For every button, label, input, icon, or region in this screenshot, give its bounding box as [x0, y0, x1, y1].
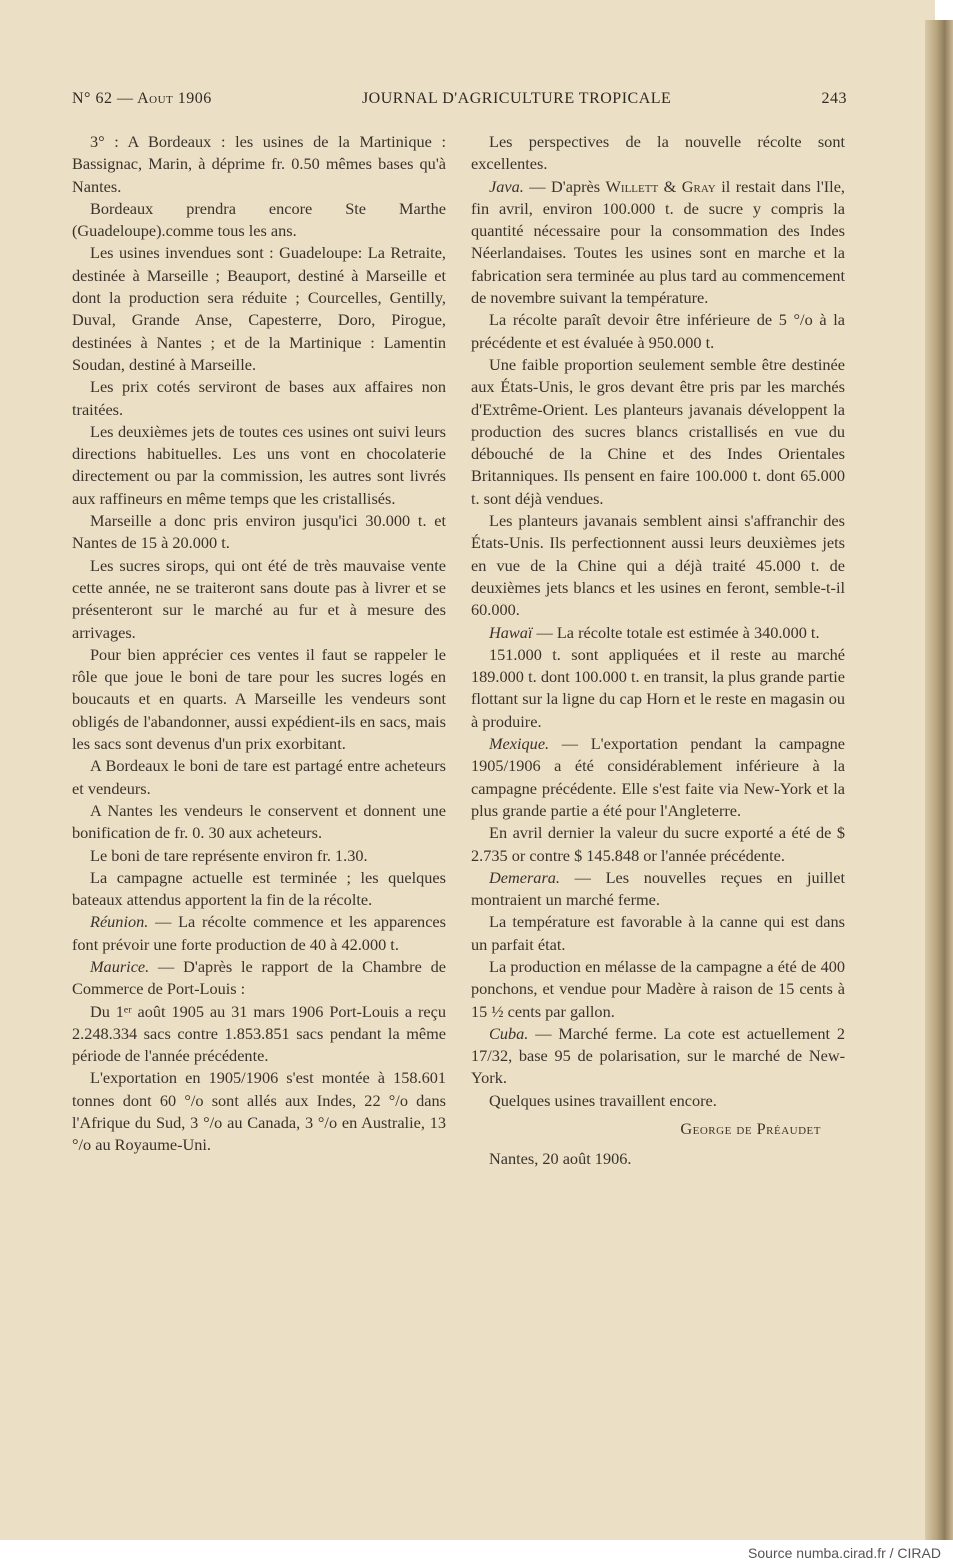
paragraph — [72, 1067, 446, 1156]
paragraph-text: La campagne actuelle est terminée ; les quelques bateaux attendus apportent la fin de la récolte. — [72, 867, 446, 910]
paragraph-text: 151.000 t. sont appliquées et il reste au marché 189.000 t. dont 100.000 t. en transit, la plus grande partie flottant sur la ligne du cap Horn et le reste en magasin ou à produire. — [471, 644, 845, 731]
section-lead: Demerara. — [489, 867, 560, 887]
paragraph — [72, 755, 446, 800]
paragraph-text: — La récolte commence et les apparences font prévoir une forte production de 40 à 42.000 t. — [72, 912, 446, 954]
signature: George de Préaudet — [680, 1119, 821, 1139]
paragraph-text: Marseille a donc pris environ jusqu'ici 30.000 t. et Nantes de 15 à 20.000 t. — [72, 511, 446, 553]
left-column — [72, 131, 446, 1157]
paragraph — [471, 176, 845, 310]
paragraph-text: A Nantes les vendeurs le conservent et donnent une bonification de fr. 0. 30 aux acheteurs. — [72, 800, 446, 843]
paragraph-text: L'exportation en 1905/1906 s'est montée à 158.601 tonnes dont 60 °/o sont allés aux Indes, 22 °/o dans l'Afrique du Sud, 3 °/o au Canada, 3 °/o en Australie, 13 °/o au Royaume-Uni. — [72, 1068, 446, 1155]
paragraph-text: Les usines invendues sont : Guadeloupe: La Retraite, destinée à Marseille ; Beauport, destiné à Marseille et dont la production sera réduite ; Courcelles, Gentilly, Duval, Grande Anse, Capesterre, Doro, Pirogue, destinées à Nantes ; et de la Martinique : Lamentin Soudan, destiné à Marseille. — [72, 243, 446, 374]
paragraph-text: il restait dans l'Ile, fin avril, environ 100.000 t. de sucre y compris la quantité nécessaire pour la consommation des Indes Néerlandaises. Toutes les usines sont en marche et la fabrication sera terminée au plus tard au commencement de novembre suivant la température. — [471, 176, 845, 308]
paragraph — [72, 800, 446, 845]
section-lead: Java. — [489, 176, 524, 196]
page-number: 243 — [821, 90, 847, 107]
paragraph-text: Les deuxièmes jets de toutes ces usines ont suivi leurs directions habituelles. Les uns vont en chocolaterie directement ou par la commission, les autres sont livrés aux raffineurs en même temps que les cristallisés. — [72, 421, 446, 508]
paragraph-text: Une faible proportion seulement semble être destinée aux États-Unis, le gros devant être pris par les marchés d'Extrême-Orient. Les planteurs javanais développent la production des sucres blancs cristallisés en vue du débouché de la Chine et des Indes Orientales Britanniques. Ils pensent en faire 100.000 t. dont 65.000 t. sont déjà vendues. — [471, 354, 845, 508]
paragraph — [471, 1090, 845, 1112]
paragraph-text: — D'après — [523, 176, 606, 196]
section-lead: Réunion. — [90, 912, 149, 932]
paragraph — [471, 644, 845, 733]
paragraph-text: A Bordeaux le boni de tare est partagé entre acheteurs et vendeurs. — [72, 756, 446, 798]
paragraph-text: — La récolte totale est estimée à 340.000 t. — [532, 622, 820, 642]
paragraph-text: Pour bien apprécier ces ventes il faut se rappeler le rôle que joue le boni de tare pour les sucres logés en boucauts et en quarts. A Marseille les vendeurs sont obligés de l'abandonner, aussi expédient-ils en sacs, mais les sacs sont devenus d'un prix exorbitant. — [72, 644, 446, 754]
paragraph-text: La récolte paraît devoir être inférieure de 5 °/o à la précédente et est évaluée à 950.000 t. — [471, 310, 845, 352]
paragraph — [72, 911, 446, 956]
paragraph-text: — Marché ferme. La cote est actuellement 2 17/32, base 95 de polarisation, sur le marché de New-York. — [471, 1023, 845, 1088]
paragraph-text: 3° : A Bordeaux : les usines de la Martinique : Bassignac, Marin, à déprime fr. 0.50 mêmes bases qu'à Nantes. — [72, 132, 446, 196]
paragraph-text: Les perspectives de la nouvelle récolte sont excellentes. — [471, 132, 845, 174]
journal-title: JOURNAL D'AGRICULTURE TROPICALE — [361, 90, 672, 107]
paragraph — [471, 867, 845, 912]
paragraph-text: La production en mélasse de la campagne a été de 400 ponchons, et vendue pour Madère à raison de 15 cents à 15 ½ cents par gallon. — [471, 956, 845, 1021]
paragraph — [72, 421, 446, 510]
paragraph — [72, 242, 446, 376]
paragraph-text: — Les nouvelles reçues en juillet montraient un marché ferme. — [471, 867, 845, 910]
section-lead: Mexique. — [489, 734, 550, 754]
paragraph-text: Du 1ᵉʳ août 1905 au 31 mars 1906 Port-Louis a reçu 2.248.334 sacs contre 1.853.851 sacs pendant la même période de l'année précédente. — [72, 1001, 446, 1066]
paragraph — [471, 354, 845, 510]
paragraph — [471, 1023, 845, 1090]
paragraph — [471, 956, 845, 1023]
right-column — [471, 131, 845, 1171]
paragraph-text: — L'exportation pendant la campagne 1905/1906 a été considérablement inférieure à la campagne précédente. Elle s'est faite via New-York et la plus grande partie a été pour l'Angleterre. — [471, 734, 845, 820]
paragraph — [72, 1001, 446, 1068]
paragraph-text: Les planteurs javanais semblent ainsi s'affranchir des États-Unis. Ils perfectionnent aussi leurs deuxièmes jets en vue de la Chine qui a déjà traité 45.000 t. de deuxièmes jets blancs et les usines en feront, semble-t-il 60.000. — [471, 511, 845, 620]
paragraph-text: La température est favorable à la canne qui est dans un parfait état. — [471, 912, 845, 954]
paragraph — [471, 911, 845, 956]
paragraph-text: Bordeaux prendra encore Ste Marthe (Guadeloupe).comme tous les ans. — [72, 198, 446, 241]
paragraph-text: En avril dernier la valeur du sucre exporté a été de $ 2.735 or contre $ 145.848 or l'année précédente. — [471, 823, 845, 865]
paragraph — [471, 309, 845, 354]
section-lead: Maurice. — [90, 956, 150, 976]
paragraph-text: — D'après le rapport de la Chambre de Commerce de Port-Louis : — [72, 956, 446, 999]
section-lead: Hawaï — [489, 622, 533, 642]
paragraph — [471, 131, 845, 176]
dateline: Nantes, 20 août 1906. — [489, 1149, 632, 1169]
issue-info: N° 62 — Aout 1906 — [72, 90, 212, 107]
paragraph — [72, 131, 446, 198]
paragraph — [72, 510, 446, 555]
paragraph — [471, 622, 845, 644]
paragraph — [72, 867, 446, 912]
paragraph-text: Quelques usines travaillent encore. — [489, 1090, 717, 1110]
page-edge — [925, 20, 953, 1540]
section-lead: Cuba. — [489, 1023, 529, 1043]
paragraph — [72, 198, 446, 243]
paragraph — [72, 845, 446, 867]
author-name: Willett & Gray — [605, 176, 716, 196]
paragraph — [471, 510, 845, 621]
paragraph-text: Les prix cotés serviront de bases aux affaires non traitées. — [72, 377, 446, 419]
paragraph — [471, 822, 845, 867]
source-credit: Source numba.cirad.fr / CIRAD — [748, 1545, 941, 1561]
running-header — [72, 90, 847, 108]
paragraph-text: Le boni de tare représente environ fr. 1.30. — [90, 845, 368, 865]
paragraph — [72, 956, 446, 1001]
paragraph — [72, 555, 446, 644]
paragraph — [72, 376, 446, 421]
paragraph-text: Les sucres sirops, qui ont été de très mauvaise vente cette année, ne se traiteront sans doute pas à livrer et se présenteront sur le marché au fur et à mesure des arrivages. — [72, 555, 446, 642]
paragraph — [72, 644, 446, 755]
paragraph — [471, 733, 845, 822]
